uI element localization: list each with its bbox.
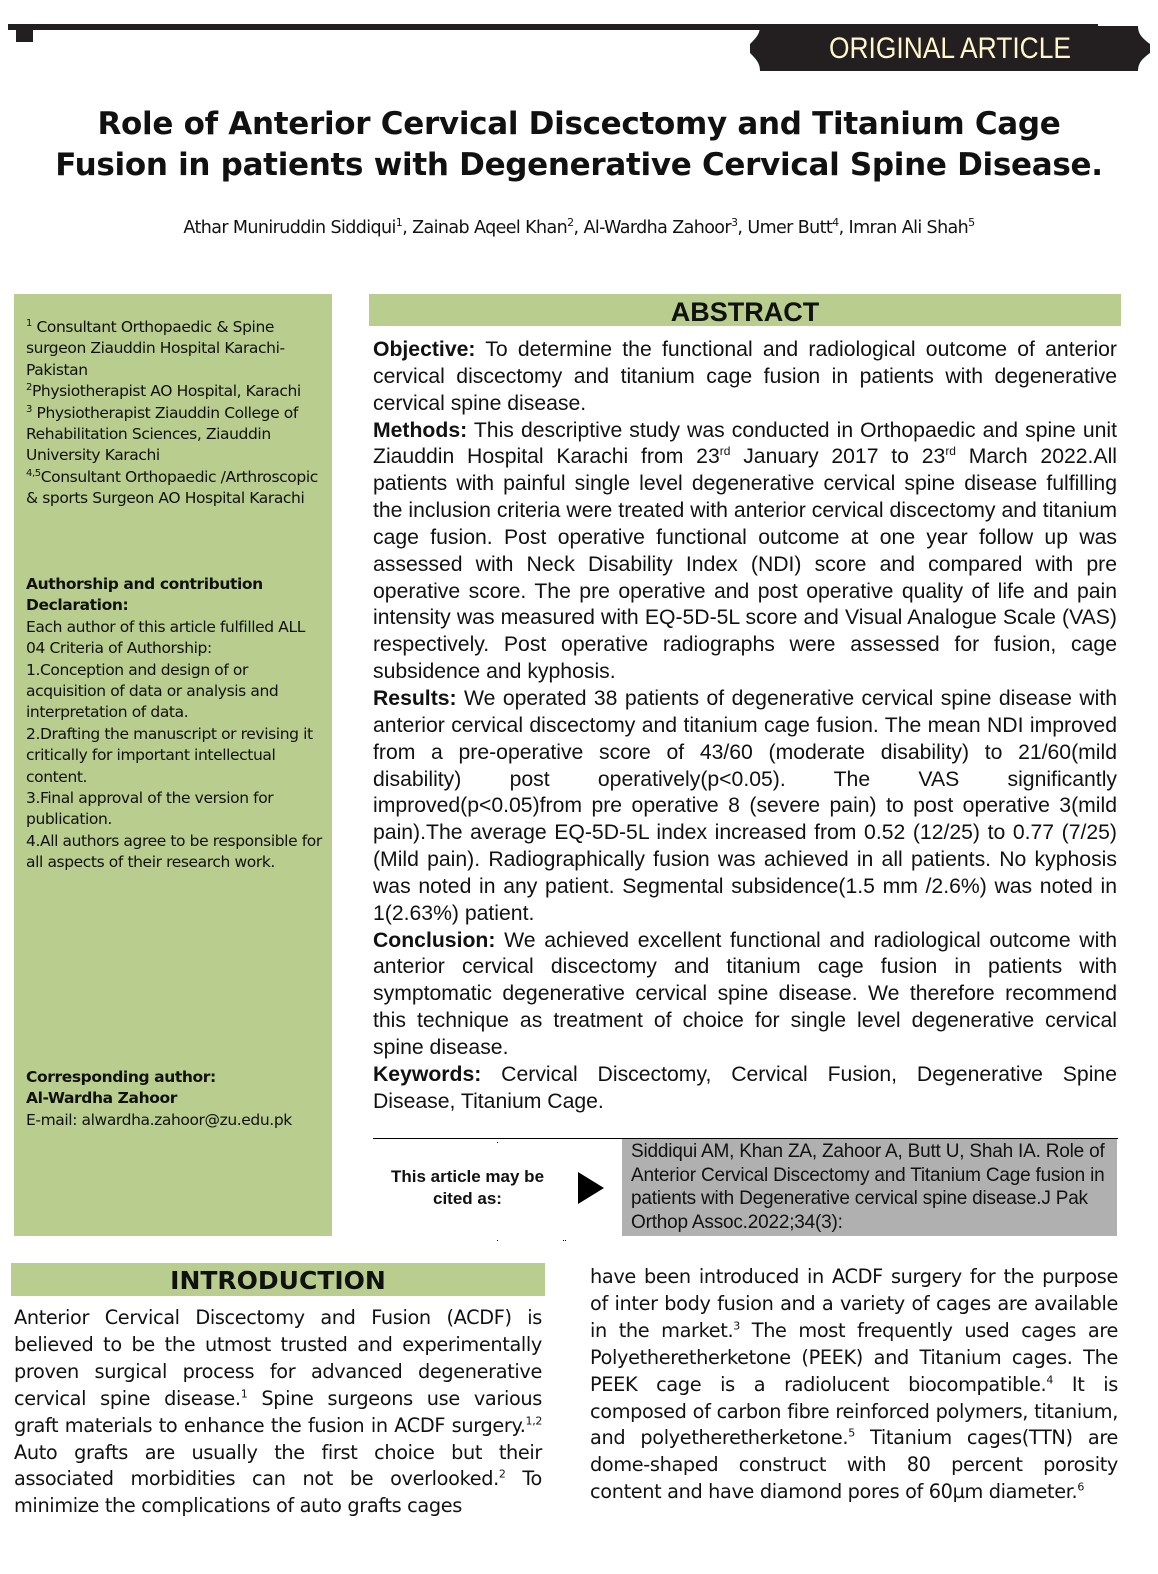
criteria-item: 3.Final approval of the version for publication. [26, 789, 274, 829]
abstract-heading: ABSTRACT [369, 294, 1121, 326]
corresponding-label: Corresponding author: [26, 1068, 216, 1086]
affiliation-sup: 4,5 [26, 467, 41, 479]
author-sup: 1 [395, 216, 403, 229]
author-name: Zainab Aqeel Khan [412, 217, 568, 238]
abstract-results [373, 686, 1117, 928]
keywords-label: Keywords: [373, 1062, 482, 1086]
conclusion-text: We achieved excellent functional and radiological outcome with anterior cervical discectomy and titanium cage fusion in patients with symptomatic degenerative cervical spine disease. We therefore recommend this technique as treatment of choice for single level degenerative cervical spine disease. [373, 928, 1117, 1059]
affiliation-text: Consultant Orthopaedic /Arthroscopic & sports Surgeon AO Hospital Karachi [26, 467, 318, 508]
affiliation-item [26, 381, 326, 402]
badge-label: ORIGINAL ARTICLE [828, 32, 1072, 65]
email-link[interactable]: alwardha.zahoor@zu.edu.pk [81, 1110, 292, 1129]
affiliation-text: Physiotherapist Ziauddin College of Rehabilitation Sciences, Ziauddin University Karachi [26, 403, 298, 465]
objective-label: Objective: [373, 338, 476, 361]
abstract-conclusion [373, 928, 1117, 1062]
author-sup: 3 [731, 216, 738, 229]
info-sidebar [14, 294, 332, 1236]
citation-ref: 1 [240, 1387, 248, 1401]
intro-text: The most frequently used cages are Polyetheretherketone (PEEK) and Titanium cages. The PEEK cage is a radiolucent biocompatible. [590, 1318, 1118, 1396]
authorship-heading: Authorship and contribution Declaration: [26, 575, 263, 615]
affiliation-text: Physiotherapist AO Hospital, Karachi [31, 382, 301, 401]
methods-text: March 2022.All patients with painful single level degenerative cervical spine disease fulfilling the inclusion criteria were treated with anterior cervical discectomy and titanium cage fusion. Post operative functional outcome at one year follow up was assessed with Neck Disability Index (NDI) score and compared with pre operative score. The pre operative and post operative quality of life and pain intensity was measured with EQ-5D-5L score and Visual Analogue Scale (VAS) respectively. Post operative radiographs were assessed for fusion, cage subsidence and kyphosis. [373, 445, 1117, 684]
authorship-declaration [26, 574, 326, 874]
affiliation-item [26, 317, 326, 381]
affiliation-sup: 3 [26, 403, 32, 415]
citation-box [622, 1139, 1117, 1236]
author-name: Athar Muniruddin Siddiqui [183, 217, 396, 238]
author-sup: 5 [968, 216, 975, 229]
abstract-body [373, 337, 1117, 1115]
intro-text: Auto grafts are usually the first choice but their associated morbidities can not be overlooked. [14, 1440, 542, 1491]
citation-ref: 3 [733, 1319, 740, 1333]
intro-text: Titanium cages(TTN) are dome-shaped construct with 80 percent porosity content and have diamond pores of 60µm diameter. [590, 1426, 1118, 1504]
abstract-methods [373, 418, 1117, 686]
abstract-objective [373, 337, 1117, 418]
affiliation-sup: 1 [26, 317, 32, 329]
introduction-column-left [14, 1305, 542, 1520]
intro-text: Anterior Cervical Discectomy and Fusion (ACDF) is believed to be the utmost trusted and experimentally proven surgical process for advanced degenerative cervical spine disease. [14, 1306, 542, 1410]
intro-text: It is composed of carbon fibre reinforced polymers, titanium, and polyetheretherketone. [590, 1372, 1118, 1450]
email-line [26, 1110, 326, 1131]
affiliation-text: Consultant Orthopaedic & Spine surgeon Ziauddin Hospital Karachi-Pakistan [26, 318, 285, 379]
citation-ref: 5 [848, 1427, 855, 1441]
play-arrow-icon [578, 1172, 604, 1204]
methods-sup: rd [719, 444, 731, 459]
citation-ref: 1,2 [525, 1414, 542, 1428]
corresponding-author [26, 1067, 326, 1131]
author-name: Imran Ali Shah [848, 217, 969, 238]
affiliations [26, 317, 326, 510]
corresponding-name: Al-Wardha Zahoor [26, 1089, 177, 1108]
criteria-item: 2.Drafting the manuscript or revising it critically for important intellectual content. [26, 724, 313, 786]
author-list: Athar Muniruddin Siddiqui$^1$, Zainab Aqeel Khan$^2$, Al-Wardha Zahoor$^3$, Umer Butt$^4$, Imran Ali Shah$^5$ [183, 216, 975, 238]
results-text: We operated 38 patients of degenerative cervical spine disease with anterior cervical discectomy and titanium cage fusion. The mean NDI improved from a pre-operative score of 43/60 (moderate disability) to 21/60(mild disability) post operatively(p<0.05). The VAS significantly improved(p<0.05)from pre operative 8 (severe pain) to post operative 3(mild pain).The average EQ-5D-5L index increased from 0.52 (12/25) to 0.77 (7/25) (Mild pain). Radiographically fusion was achieved in all patients. No kyphosis was noted in any patient. Segmental subsidence(1.5 mm /2.6%) was noted in 1(2.63%) patient. [373, 686, 1117, 925]
objective-text: To determine the functional and radiological outcome of anterior cervical discectomy and titanium cage fusion in patients with degenerative cervical spine disease. [373, 338, 1117, 415]
author-sup: 2 [567, 216, 574, 229]
citation-ref: 2 [498, 1468, 506, 1482]
separator-dot [497, 1142, 498, 1143]
keywords-text: Cervical Discectomy, Cervical Fusion, Degenerative Spine Disease, Titanium Cage. [373, 1062, 1117, 1113]
author-sup: 4 [832, 216, 839, 229]
methods-label: Methods: [373, 418, 468, 442]
introduction-heading: INTRODUCTION [11, 1263, 545, 1296]
conclusion-label: Conclusion: [373, 928, 496, 952]
methods-text: January 2017 to 23 [730, 445, 946, 469]
results-label: Results: [373, 686, 457, 710]
author-name: Al-Wardha Zahoor [583, 217, 732, 238]
email-label: E-mail: [26, 1110, 82, 1129]
methods-text: This descriptive study was conducted in Orthopaedic and spine unit Ziauddin Hospital Karachi from 23 [373, 418, 1117, 469]
affiliation-sup: 2 [26, 382, 32, 394]
citation-label: This article may be cited as: [390, 1167, 545, 1208]
abstract-keywords [373, 1062, 1117, 1116]
separator-dot [565, 1240, 566, 1241]
citation-text: Siddiqui AM, Khan ZA, Zahoor A, Butt U, Shah IA. Role of Anterior Cervical Discectomy and Titanium Cage fusion in patients with Degenerative cervical spine disease.J Pak Orthop Assoc.2022;34(3): [631, 1141, 1105, 1233]
header-rule-tab [16, 24, 33, 42]
affiliation-item [26, 467, 326, 510]
title-line-1: Role of Anterior Cervical Discectomy and Titanium Cage [97, 106, 1061, 142]
citation-ref: 4 [1046, 1373, 1053, 1387]
title-line-2: Fusion in patients with Degenerative Cervical Spine Disease. [55, 147, 1103, 183]
citation-ref: 6 [1077, 1480, 1084, 1494]
criteria-item: 4.All authors agree to be responsible for all aspects of their research work. [26, 831, 322, 872]
intro-text: Spine surgeons use various graft materials to enhance the fusion in ACDF surgery. [14, 1386, 542, 1437]
methods-sup: rd [945, 444, 956, 459]
author-name: Umer Butt [747, 217, 833, 238]
introduction-column-right [590, 1264, 1118, 1506]
criteria-item: 1.Conception and design of or acquisition of data or analysis and interpretation of data. [26, 660, 279, 722]
authorship-intro: Each author of this article fulfilled ALL 04 Criteria of Authorship: [26, 617, 305, 658]
intro-text: have been introduced in ACDF surgery for the purpose of inter body fusion and a variety of cages are available in the market. [590, 1265, 1118, 1342]
article-title [10, 104, 1148, 186]
intro-text: To minimize the complications of auto grafts cages [14, 1467, 542, 1518]
affiliation-item [26, 403, 326, 467]
separator-dot [497, 1240, 498, 1241]
article-type-badge [750, 26, 1150, 71]
separator-dot [563, 1240, 564, 1241]
